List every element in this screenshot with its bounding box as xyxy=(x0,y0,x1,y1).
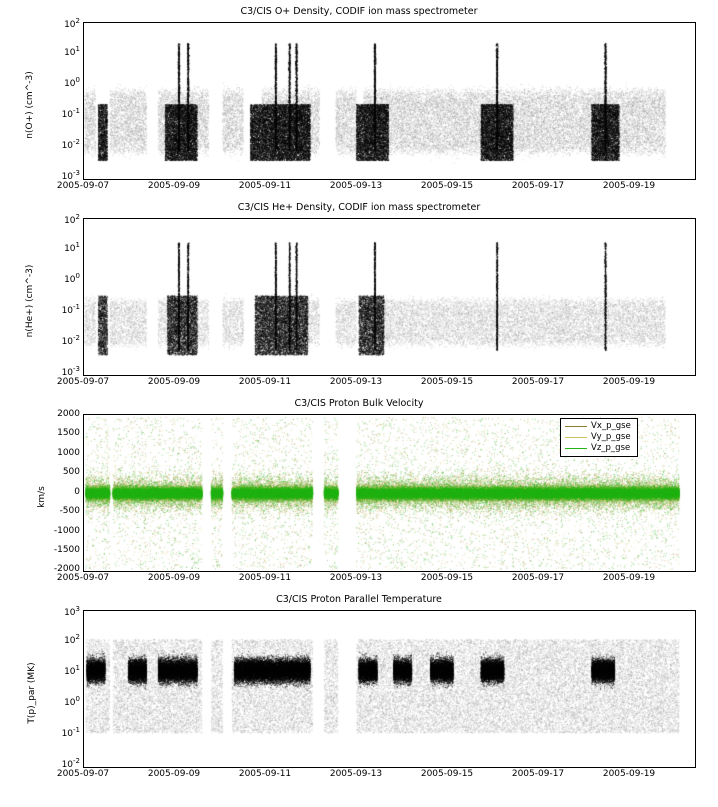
xtick-he-density-3: 2005-09-13 xyxy=(329,377,383,387)
xtick-o-density-4: 2005-09-15 xyxy=(420,181,474,191)
ytick-he-density-5: $10^2$ xyxy=(64,213,80,226)
xtick-bulk-velocity-5: 2005-09-17 xyxy=(511,573,565,583)
ytick-o-density-1: $10^{-2}$ xyxy=(61,138,80,151)
ytick-bulk-velocity-5: 500 xyxy=(62,467,80,477)
legend-swatch-vz xyxy=(565,448,587,449)
ytick-bulk-velocity-2: -1000 xyxy=(53,526,80,536)
legend-swatch-vx xyxy=(565,426,587,427)
ytick-he-density-3: $10^0$ xyxy=(64,272,80,285)
plot-area-o-density xyxy=(83,22,696,180)
panel-title-he-density: C3/CIS He+ Density, CODIF ion mass spectrometer xyxy=(237,202,481,213)
ytick-parallel-temperature-5: $10^3$ xyxy=(64,605,80,618)
xtick-he-density-0: 2005-09-07 xyxy=(56,377,110,387)
xtick-bulk-velocity-4: 2005-09-15 xyxy=(420,573,474,583)
panel-title-o-density: C3/CIS O+ Density, CODIF ion mass spectrometer xyxy=(240,6,478,17)
ytick-o-density-2: $10^{-1}$ xyxy=(61,107,80,120)
xtick-bulk-velocity-0: 2005-09-07 xyxy=(56,573,110,583)
ytick-he-density-4: $10^1$ xyxy=(64,241,80,254)
xtick-o-density-6: 2005-09-19 xyxy=(602,181,656,191)
legend-item-vz xyxy=(565,443,633,454)
xtick-bulk-velocity-2: 2005-09-11 xyxy=(238,573,292,583)
ytick-he-density-0: $10^{-3}$ xyxy=(61,365,80,378)
xtick-o-density-3: 2005-09-13 xyxy=(329,181,383,191)
xtick-he-density-2: 2005-09-11 xyxy=(238,377,292,387)
ytick-he-density-1: $10^{-2}$ xyxy=(61,334,80,347)
xtick-bulk-velocity-3: 2005-09-13 xyxy=(329,573,383,583)
xtick-parallel-temperature-0: 2005-09-07 xyxy=(56,769,110,779)
legend-swatch-vy xyxy=(565,437,587,438)
ytick-parallel-temperature-3: $10^1$ xyxy=(64,664,80,677)
ytick-o-density-4: $10^1$ xyxy=(64,45,80,58)
ytick-bulk-velocity-6: 1000 xyxy=(57,448,80,458)
panel-title-bulk-velocity: C3/CIS Proton Bulk Velocity xyxy=(294,398,424,409)
panel-parallel-temperature xyxy=(0,588,718,798)
xtick-bulk-velocity-6: 2005-09-19 xyxy=(602,573,656,583)
ytick-parallel-temperature-0: $10^{-2}$ xyxy=(61,757,80,770)
xtick-parallel-temperature-6: 2005-09-19 xyxy=(602,769,656,779)
xtick-he-density-6: 2005-09-19 xyxy=(602,377,656,387)
xtick-parallel-temperature-3: 2005-09-13 xyxy=(329,769,383,779)
xtick-he-density-1: 2005-09-09 xyxy=(147,377,201,387)
ytick-parallel-temperature-4: $10^2$ xyxy=(64,633,80,646)
ytick-he-density-2: $10^{-1}$ xyxy=(61,303,80,316)
xtick-o-density-2: 2005-09-11 xyxy=(238,181,292,191)
legend-label-vz: Vz_p_gse xyxy=(591,443,631,453)
ytick-bulk-velocity-1: -1500 xyxy=(53,545,80,555)
panel-title-parallel-temperature: C3/CIS Proton Parallel Temperature xyxy=(276,594,442,605)
xtick-parallel-temperature-2: 2005-09-11 xyxy=(238,769,292,779)
panel-o-density xyxy=(0,0,718,200)
xtick-bulk-velocity-1: 2005-09-09 xyxy=(147,573,201,583)
axis-label-y-parallel-temperature: T(p)_par (MK) xyxy=(27,662,37,724)
plot-area-parallel-temperature xyxy=(83,610,696,768)
legend-item-vx xyxy=(565,421,633,432)
plot-area-he-density xyxy=(83,218,696,376)
xtick-o-density-1: 2005-09-09 xyxy=(147,181,201,191)
axis-label-y-o-density: n(O+) (cm^-3) xyxy=(25,71,35,139)
xtick-he-density-4: 2005-09-15 xyxy=(420,377,474,387)
ytick-bulk-velocity-4: 0 xyxy=(74,487,80,497)
ytick-o-density-3: $10^0$ xyxy=(64,76,80,89)
ytick-bulk-velocity-0: -2000 xyxy=(53,564,80,574)
axis-label-y-he-density: n(He+) (cm^-3) xyxy=(25,264,35,338)
xtick-parallel-temperature-4: 2005-09-15 xyxy=(420,769,474,779)
legend-bulk-velocity xyxy=(560,418,638,457)
xtick-he-density-5: 2005-09-17 xyxy=(511,377,565,387)
ytick-o-density-5: $10^2$ xyxy=(64,17,80,30)
panel-he-density xyxy=(0,196,718,396)
panel-bulk-velocity xyxy=(0,392,718,592)
axis-label-y-bulk-velocity: km/s xyxy=(37,486,47,508)
ytick-bulk-velocity-8: 2000 xyxy=(57,409,80,419)
legend-label-vy: Vy_p_gse xyxy=(591,432,631,442)
ytick-bulk-velocity-7: 1500 xyxy=(57,428,80,438)
xtick-parallel-temperature-1: 2005-09-09 xyxy=(147,769,201,779)
ytick-parallel-temperature-2: $10^0$ xyxy=(64,695,80,708)
xtick-o-density-0: 2005-09-07 xyxy=(56,181,110,191)
ytick-bulk-velocity-3: -500 xyxy=(59,506,80,516)
legend-label-vx: Vx_p_gse xyxy=(591,421,631,431)
ytick-parallel-temperature-1: $10^{-1}$ xyxy=(61,726,80,739)
xtick-parallel-temperature-5: 2005-09-17 xyxy=(511,769,565,779)
ytick-o-density-0: $10^{-3}$ xyxy=(61,169,80,182)
xtick-o-density-5: 2005-09-17 xyxy=(511,181,565,191)
legend-item-vy xyxy=(565,432,633,443)
